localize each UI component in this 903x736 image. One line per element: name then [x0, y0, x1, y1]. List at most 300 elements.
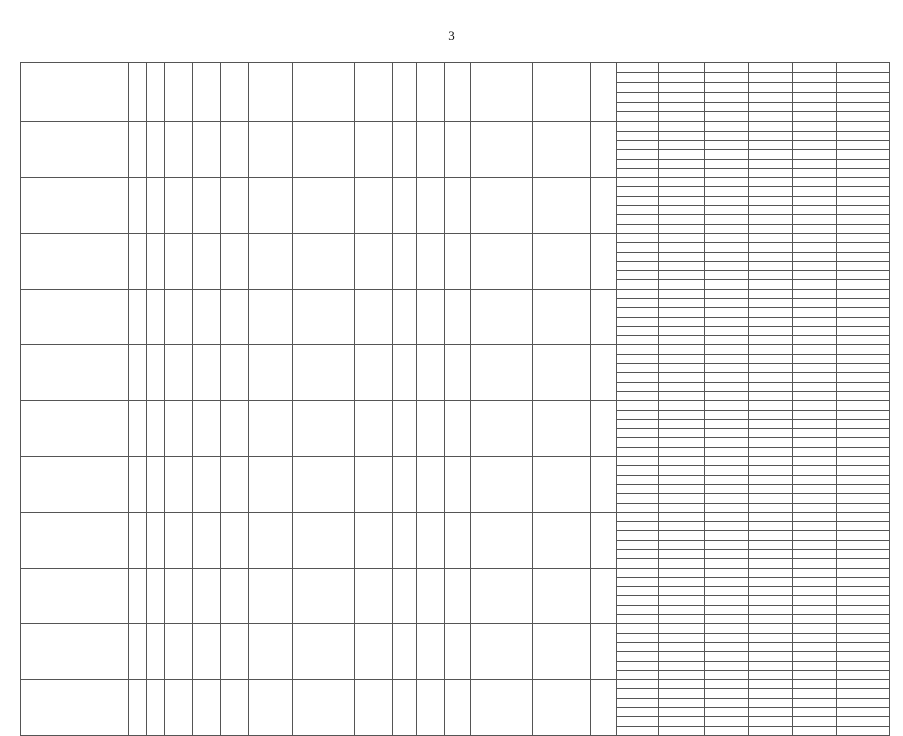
table-cell	[837, 364, 890, 373]
table-cell	[193, 289, 221, 345]
table-cell	[533, 568, 591, 624]
table-cell	[249, 289, 293, 345]
table-cell	[617, 102, 659, 112]
table-row	[21, 63, 890, 73]
table-cell	[705, 726, 749, 735]
table-cell	[659, 652, 705, 661]
table-cell	[705, 168, 749, 177]
table-cell	[659, 298, 705, 307]
table-cell	[837, 698, 890, 707]
table-cell	[659, 624, 705, 633]
table-cell	[705, 717, 749, 726]
table-cell	[617, 596, 659, 605]
table-cell	[749, 596, 793, 605]
table-cell	[21, 345, 129, 401]
table-cell	[617, 670, 659, 679]
table-cell	[749, 63, 793, 73]
table-cell	[793, 63, 837, 73]
table-cell	[659, 178, 705, 187]
table-cell	[193, 680, 221, 736]
table-cell	[705, 280, 749, 289]
table-cell	[749, 484, 793, 493]
table-cell	[837, 670, 890, 679]
table-cell	[221, 512, 249, 568]
table-cell	[793, 102, 837, 112]
table-cell	[749, 317, 793, 326]
table-cell	[749, 159, 793, 168]
table-cell	[793, 447, 837, 456]
table-cell	[617, 652, 659, 661]
table-cell	[293, 512, 355, 568]
table-cell	[793, 317, 837, 326]
table-cell	[705, 642, 749, 651]
table-cell	[705, 633, 749, 642]
table-cell	[793, 550, 837, 559]
table-cell	[659, 689, 705, 698]
table-cell	[793, 531, 837, 540]
table-cell	[749, 717, 793, 726]
table-cell	[705, 252, 749, 261]
table-cell	[793, 224, 837, 233]
table-cell	[617, 540, 659, 549]
table-cell	[471, 63, 533, 122]
table-cell	[249, 401, 293, 457]
table-cell	[705, 261, 749, 270]
table-cell	[617, 419, 659, 428]
table-cell	[793, 577, 837, 586]
table-cell	[617, 401, 659, 410]
table-cell	[147, 680, 165, 736]
table-cell	[749, 252, 793, 261]
table-cell	[793, 568, 837, 577]
table-cell	[837, 726, 890, 735]
table-cell	[793, 252, 837, 261]
table-cell	[837, 92, 890, 102]
table-cell	[793, 596, 837, 605]
table-cell	[837, 540, 890, 549]
table-cell	[659, 382, 705, 391]
table-cell	[533, 289, 591, 345]
table-cell	[659, 698, 705, 707]
table-cell	[617, 63, 659, 73]
table-cell	[837, 531, 890, 540]
table-cell	[793, 261, 837, 270]
table-cell	[749, 72, 793, 82]
table-cell	[393, 289, 417, 345]
table-cell	[471, 568, 533, 624]
table-cell	[749, 698, 793, 707]
table-row	[21, 512, 890, 521]
table-cell	[617, 680, 659, 689]
table-cell	[617, 196, 659, 205]
table-cell	[659, 633, 705, 642]
table-cell	[659, 122, 705, 131]
table-cell	[837, 215, 890, 224]
table-cell	[793, 512, 837, 521]
table-cell	[249, 624, 293, 680]
table-cell	[793, 82, 837, 92]
table-cell	[793, 475, 837, 484]
table-cell	[705, 308, 749, 317]
table-cell	[837, 102, 890, 112]
table-row	[21, 401, 890, 410]
table-cell	[471, 233, 533, 289]
table-cell	[617, 391, 659, 400]
table-cell	[165, 457, 193, 513]
table-cell	[249, 122, 293, 178]
table-cell	[705, 271, 749, 280]
table-cell	[417, 568, 445, 624]
table-cell	[617, 261, 659, 270]
table-cell	[617, 289, 659, 298]
table-cell	[837, 512, 890, 521]
table-cell	[705, 419, 749, 428]
table-cell	[659, 531, 705, 540]
table-cell	[705, 698, 749, 707]
table-cell	[445, 568, 471, 624]
table-row	[21, 122, 890, 131]
table-cell	[659, 466, 705, 475]
table-cell	[617, 689, 659, 698]
table-cell	[129, 233, 147, 289]
table-cell	[837, 382, 890, 391]
table-cell	[221, 178, 249, 234]
table-cell	[659, 159, 705, 168]
table-row	[21, 568, 890, 577]
table-row	[21, 178, 890, 187]
table-cell	[837, 438, 890, 447]
table-cell	[355, 63, 393, 122]
table-cell	[749, 401, 793, 410]
table-cell	[617, 215, 659, 224]
table-cell	[533, 233, 591, 289]
table-cell	[837, 503, 890, 512]
table-cell	[445, 624, 471, 680]
table-cell	[705, 92, 749, 102]
table-cell	[749, 615, 793, 624]
table-cell	[793, 196, 837, 205]
table-cell	[705, 540, 749, 549]
table-cell	[749, 605, 793, 614]
table-cell	[533, 63, 591, 122]
table-cell	[837, 429, 890, 438]
table-cell	[293, 457, 355, 513]
table-cell	[793, 633, 837, 642]
table-cell	[837, 633, 890, 642]
table-cell	[793, 680, 837, 689]
table-cell	[659, 429, 705, 438]
table-cell	[793, 503, 837, 512]
table-cell	[705, 224, 749, 233]
table-cell	[293, 345, 355, 401]
table-cell	[659, 494, 705, 503]
table-cell	[617, 531, 659, 540]
table-cell	[705, 522, 749, 531]
table-cell	[705, 122, 749, 131]
table-cell	[705, 391, 749, 400]
table-cell	[749, 196, 793, 205]
table-cell	[617, 224, 659, 233]
table-cell	[749, 140, 793, 149]
table-cell	[617, 271, 659, 280]
table-cell	[749, 652, 793, 661]
table-cell	[165, 233, 193, 289]
table-cell	[193, 401, 221, 457]
table-cell	[249, 63, 293, 122]
table-cell	[617, 522, 659, 531]
table-cell	[793, 131, 837, 140]
table-cell	[659, 484, 705, 493]
table-cell	[533, 345, 591, 401]
table-cell	[749, 670, 793, 679]
table-cell	[837, 63, 890, 73]
table-cell	[837, 72, 890, 82]
table-cell	[393, 178, 417, 234]
table-cell	[617, 308, 659, 317]
table-cell	[793, 308, 837, 317]
table-cell	[659, 457, 705, 466]
table-cell	[355, 512, 393, 568]
table-cell	[837, 522, 890, 531]
table-cell	[417, 512, 445, 568]
table-cell	[705, 670, 749, 679]
table-cell	[617, 447, 659, 456]
table-cell	[417, 345, 445, 401]
table-cell	[21, 401, 129, 457]
table-cell	[445, 122, 471, 178]
table-cell	[705, 652, 749, 661]
table-cell	[617, 457, 659, 466]
table-cell	[659, 587, 705, 596]
table-cell	[355, 178, 393, 234]
table-cell	[591, 401, 617, 457]
table-cell	[659, 568, 705, 577]
table-cell	[591, 680, 617, 736]
table-cell	[221, 401, 249, 457]
table-cell	[837, 140, 890, 149]
table-cell	[749, 187, 793, 196]
table-cell	[659, 475, 705, 484]
table-cell	[129, 63, 147, 122]
table-cell	[21, 512, 129, 568]
table-cell	[659, 92, 705, 102]
table-cell	[705, 102, 749, 112]
table-cell	[393, 457, 417, 513]
table-cell	[749, 550, 793, 559]
table-cell	[147, 289, 165, 345]
table-cell	[617, 550, 659, 559]
table-cell	[659, 187, 705, 196]
table-cell	[837, 345, 890, 354]
table-cell	[617, 298, 659, 307]
table-cell	[193, 345, 221, 401]
table-cell	[417, 63, 445, 122]
table-cell	[659, 63, 705, 73]
table-cell	[837, 196, 890, 205]
table-cell	[793, 178, 837, 187]
table-cell	[659, 354, 705, 363]
table-cell	[749, 261, 793, 270]
table-cell	[705, 438, 749, 447]
table-cell	[147, 401, 165, 457]
table-cell	[793, 587, 837, 596]
table-cell	[393, 624, 417, 680]
table-cell	[591, 178, 617, 234]
table-cell	[393, 63, 417, 122]
table-cell	[617, 726, 659, 735]
table-cell	[659, 140, 705, 149]
table-cell	[837, 317, 890, 326]
table-cell	[793, 298, 837, 307]
table-cell	[617, 354, 659, 363]
table-cell	[705, 577, 749, 586]
table-cell	[793, 168, 837, 177]
table-cell	[617, 373, 659, 382]
table-cell	[659, 680, 705, 689]
table-cell	[617, 484, 659, 493]
table-cell	[221, 122, 249, 178]
table-cell	[659, 364, 705, 373]
table-row	[21, 624, 890, 633]
table-cell	[749, 131, 793, 140]
table-cell	[393, 122, 417, 178]
table-cell	[705, 605, 749, 614]
table-cell	[533, 457, 591, 513]
table-cell	[837, 252, 890, 261]
table-cell	[617, 336, 659, 345]
budget-table	[20, 62, 890, 736]
table-cell	[617, 698, 659, 707]
table-cell	[445, 345, 471, 401]
table-cell	[221, 289, 249, 345]
table-cell	[705, 72, 749, 82]
table-cell	[165, 178, 193, 234]
table-cell	[705, 82, 749, 92]
table-cell	[837, 494, 890, 503]
table-cell	[617, 345, 659, 354]
table-cell	[705, 475, 749, 484]
table-cell	[749, 661, 793, 670]
table-cell	[417, 233, 445, 289]
table-cell	[837, 624, 890, 633]
table-cell	[221, 680, 249, 736]
table-cell	[837, 326, 890, 335]
table-cell	[617, 587, 659, 596]
table-cell	[659, 271, 705, 280]
table-cell	[533, 401, 591, 457]
table-cell	[837, 82, 890, 92]
table-cell	[617, 382, 659, 391]
table-cell	[793, 391, 837, 400]
table-cell	[221, 345, 249, 401]
table-cell	[659, 401, 705, 410]
table-cell	[837, 615, 890, 624]
table-cell	[749, 466, 793, 475]
table-cell	[147, 122, 165, 178]
table-cell	[837, 596, 890, 605]
table-cell	[445, 289, 471, 345]
table-cell	[617, 624, 659, 633]
table-cell	[749, 568, 793, 577]
table-cell	[659, 102, 705, 112]
table-cell	[837, 187, 890, 196]
table-cell	[417, 178, 445, 234]
table-cell	[21, 680, 129, 736]
table-cell	[705, 680, 749, 689]
table-cell	[749, 345, 793, 354]
table-cell	[617, 150, 659, 159]
table-cell	[793, 159, 837, 168]
table-cell	[659, 326, 705, 335]
table-cell	[749, 326, 793, 335]
table-cell	[749, 382, 793, 391]
table-cell	[749, 233, 793, 242]
table-cell	[21, 122, 129, 178]
table-cell	[837, 112, 890, 122]
table-cell	[837, 280, 890, 289]
table-cell	[221, 624, 249, 680]
table-cell	[659, 345, 705, 354]
table-cell	[471, 122, 533, 178]
table-cell	[591, 624, 617, 680]
table-cell	[659, 726, 705, 735]
table-cell	[617, 112, 659, 122]
table-cell	[705, 196, 749, 205]
table-cell	[749, 150, 793, 159]
table-cell	[659, 447, 705, 456]
table-cell	[705, 708, 749, 717]
table-cell	[837, 298, 890, 307]
table-cell	[793, 345, 837, 354]
table-cell	[129, 568, 147, 624]
table-cell	[793, 698, 837, 707]
table-cell	[617, 429, 659, 438]
table-cell	[749, 587, 793, 596]
table-cell	[355, 457, 393, 513]
table-cell	[659, 512, 705, 521]
table-cell	[417, 624, 445, 680]
table-cell	[705, 484, 749, 493]
table-cell	[165, 624, 193, 680]
table-cell	[591, 63, 617, 122]
table-cell	[445, 401, 471, 457]
table-cell	[749, 102, 793, 112]
table-cell	[837, 652, 890, 661]
table-cell	[705, 410, 749, 419]
table-cell	[355, 624, 393, 680]
table-cell	[749, 429, 793, 438]
table-cell	[749, 642, 793, 651]
table-cell	[393, 345, 417, 401]
table-cell	[659, 503, 705, 512]
table-cell	[793, 206, 837, 215]
table-cell	[147, 624, 165, 680]
table-cell	[793, 429, 837, 438]
table-cell	[793, 364, 837, 373]
table-cell	[393, 568, 417, 624]
table-cell	[705, 112, 749, 122]
table-cell	[793, 280, 837, 289]
table-cell	[659, 596, 705, 605]
table-cell	[617, 317, 659, 326]
table-cell	[793, 92, 837, 102]
table-cell	[749, 271, 793, 280]
table-cell	[659, 72, 705, 82]
table-cell	[129, 457, 147, 513]
table-cell	[165, 568, 193, 624]
table-cell	[21, 289, 129, 345]
table-cell	[129, 680, 147, 736]
